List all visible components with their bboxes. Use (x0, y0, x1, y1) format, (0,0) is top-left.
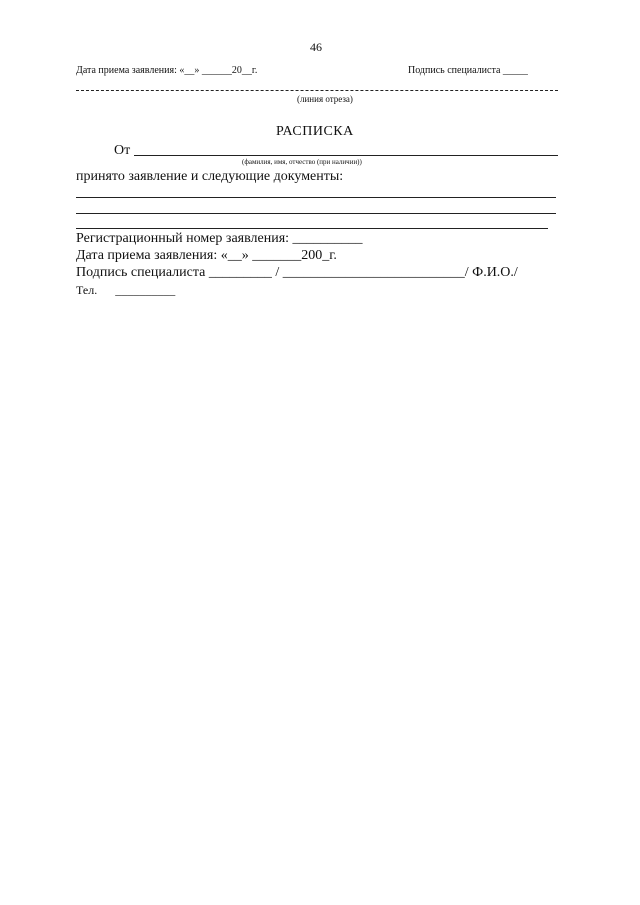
cut-line (76, 90, 558, 91)
documents-blank-line (76, 197, 556, 198)
tear-off-signature-line: Подпись специалиста _____ (408, 65, 528, 76)
page-number: 46 (310, 40, 322, 54)
registration-number-line: Регистрационный номер заявления: __________ (76, 231, 363, 246)
cut-line-caption: (линия отреза) (297, 94, 353, 104)
from-name-line (134, 155, 558, 156)
from-label: От (114, 143, 131, 158)
receipt-title: РАСПИСКА (276, 124, 354, 139)
accepted-documents-text: принято заявление и следующие документы: (76, 169, 344, 184)
documents-blank-line (76, 213, 556, 214)
acceptance-date-line: Дата приема заявления: «__» _______200_г. (76, 248, 337, 263)
phone-line: Тел. __________ (76, 283, 176, 297)
specialist-signature-line: Подпись специалиста _________ / __________________________/ Ф.И.О./ (76, 265, 518, 280)
tear-off-date-line: Дата приема заявления: «__» ______20__г. (76, 65, 258, 76)
documents-blank-line (76, 228, 548, 229)
from-name-hint: (фамилия, имя, отчество (при наличии)) (242, 158, 362, 166)
